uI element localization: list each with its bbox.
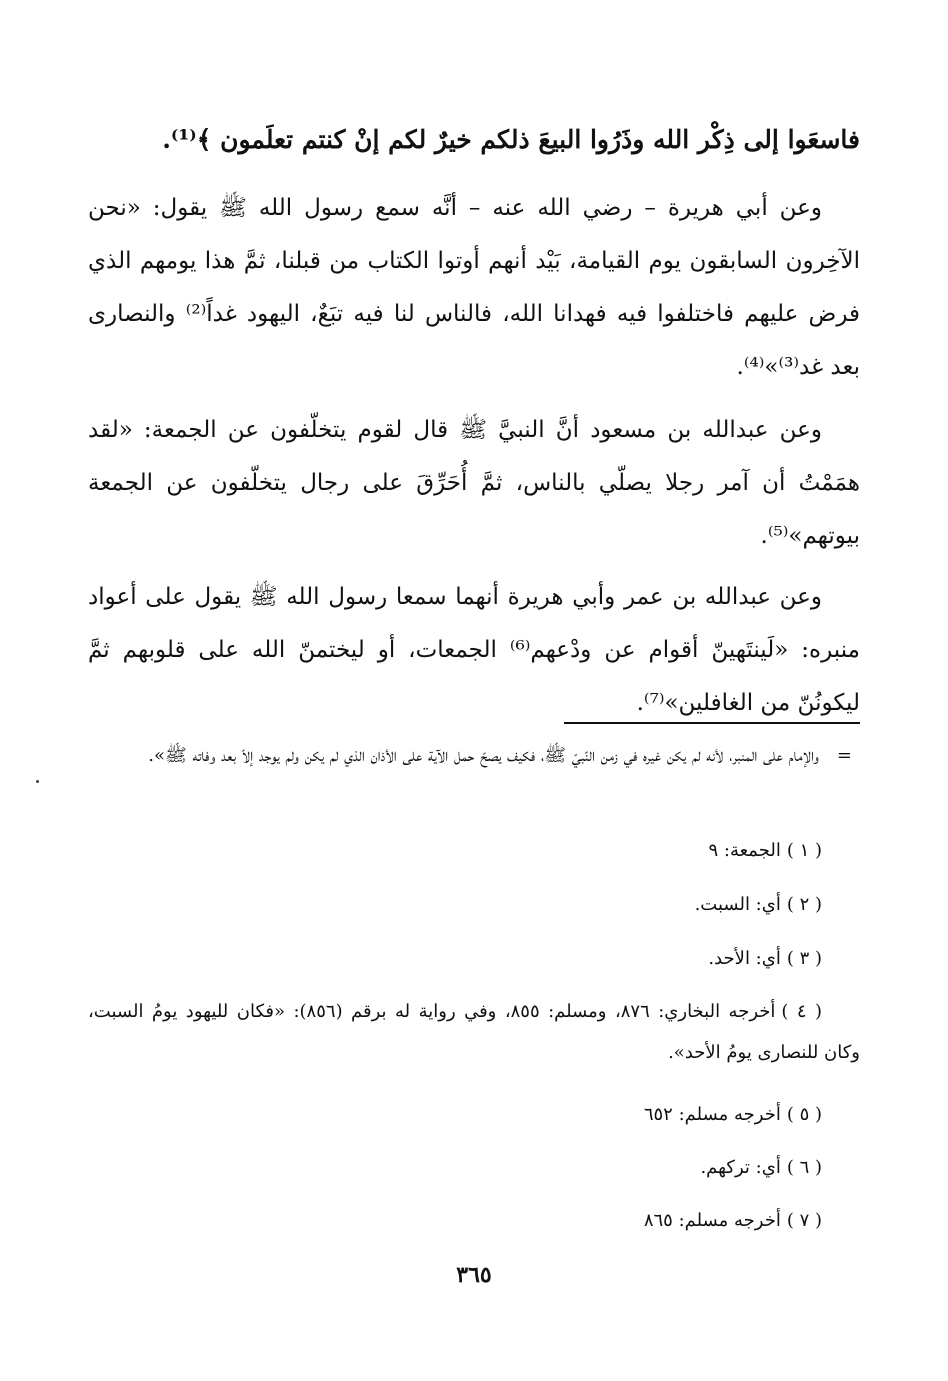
- footnote-number: ( ٤ ): [781, 1001, 823, 1022]
- footnote-text: أي: تركهم.: [700, 1157, 781, 1178]
- footnote-text: أخرجه البخاري: ٨٧٦، ومسلم: ٨٥٥، وفي رواية له برقم (٨٥٦): «فكان لليهود يومُ السبت، وكان للنصارى يومُ الأحد».: [88, 1001, 860, 1063]
- footnote-continuation: [88, 735, 860, 776]
- footnote-number: ( ١ ): [786, 840, 822, 861]
- footnote-7: [88, 1200, 860, 1241]
- footnote-text: الجمعة: ٩: [708, 840, 781, 861]
- hadith-text: وعن أبي هريرة – رضي الله عنه – أنَّه سمع رسول الله ﷺ يقول: «نحن الآخِرون السابقون يوم القيامة، بَيْد أنهم أوتوا الكتاب من قبلنا، ثمَّ هذا يومهم الذي فرض عليهم فاختلفوا فيه فهدانا الله، فالناس لنا فيه تبَعٌ، اليهود غداً⁽²⁾ والنصارى بعد غد⁽³⁾»⁽⁴⁾.: [88, 195, 861, 380]
- footnote-number: ( ٣ ): [786, 948, 822, 969]
- hadith-text: وعن عبدالله بن مسعود أنَّ النبيَّ ﷺ قال لقوم يتخلّفون عن الجمعة: «لقد همَمْتُ أن آمر رجلا يصلّي بالناس، ثمَّ أُحَرِّقَ على رجال يتخلّفون عن الجمعة بيوتهم»⁽⁵⁾.: [88, 417, 860, 549]
- footnote-text: أي: الأحد.: [708, 948, 781, 969]
- footnote-number: ( ٢ ): [786, 894, 822, 915]
- footnote-1: [88, 830, 860, 871]
- footnote-5: [88, 1094, 860, 1135]
- footnote-2: [88, 884, 860, 925]
- footnote-4: [88, 991, 860, 1073]
- footnote-number: ( ٥ ): [786, 1104, 822, 1125]
- quran-verse: فاسعَوا إلى ذِكْر الله وذَرُوا البيعَ ذلكم خيرٌ لكم إنْ كنتم تعلَمون ﴾⁽¹⁾.: [162, 125, 860, 154]
- book-page: [88, 0, 860, 1381]
- hadith-paragraph-3: [88, 571, 860, 730]
- continuation-text: والإمام على المنبر، لأنه لم يكن غيره في زمن النّبيّ ﷺ، فكيف يصحّ حمل الآية على الأذان الذي لم يكن ولم يوجد إلاّ بعد وفاته ﷺ».: [148, 745, 819, 766]
- hadith-paragraph-2: [88, 404, 860, 563]
- footnote-text: أخرجه مسلم: ٦٥٢: [643, 1104, 781, 1125]
- hadith-paragraph-1: [88, 182, 860, 394]
- page-number: ٣٦٥: [456, 1262, 492, 1288]
- footnote-6: [88, 1147, 860, 1188]
- hadith-text: وعن عبدالله بن عمر وأبي هريرة أنهما سمعا رسول الله ﷺ يقول على أعواد منبره: «لَينتَهينّ أقوام عن ودْعهم⁽⁶⁾ الجمعات، أو ليختمنّ الله على قلوبهم ثمَّ ليكونُنّ من الغافلين»⁽⁷⁾.: [88, 584, 860, 716]
- footnote-text: أي: السبت.: [694, 894, 781, 915]
- scan-speck: [36, 780, 39, 783]
- footnote-3: [88, 938, 860, 979]
- continuation-marker: =: [836, 745, 852, 766]
- footnote-divider: [564, 722, 860, 724]
- footnote-text: أخرجه مسلم: ٨٦٥: [643, 1210, 781, 1231]
- footnote-number: ( ٦ ): [786, 1157, 822, 1178]
- footnote-number: ( ٧ ): [786, 1210, 822, 1231]
